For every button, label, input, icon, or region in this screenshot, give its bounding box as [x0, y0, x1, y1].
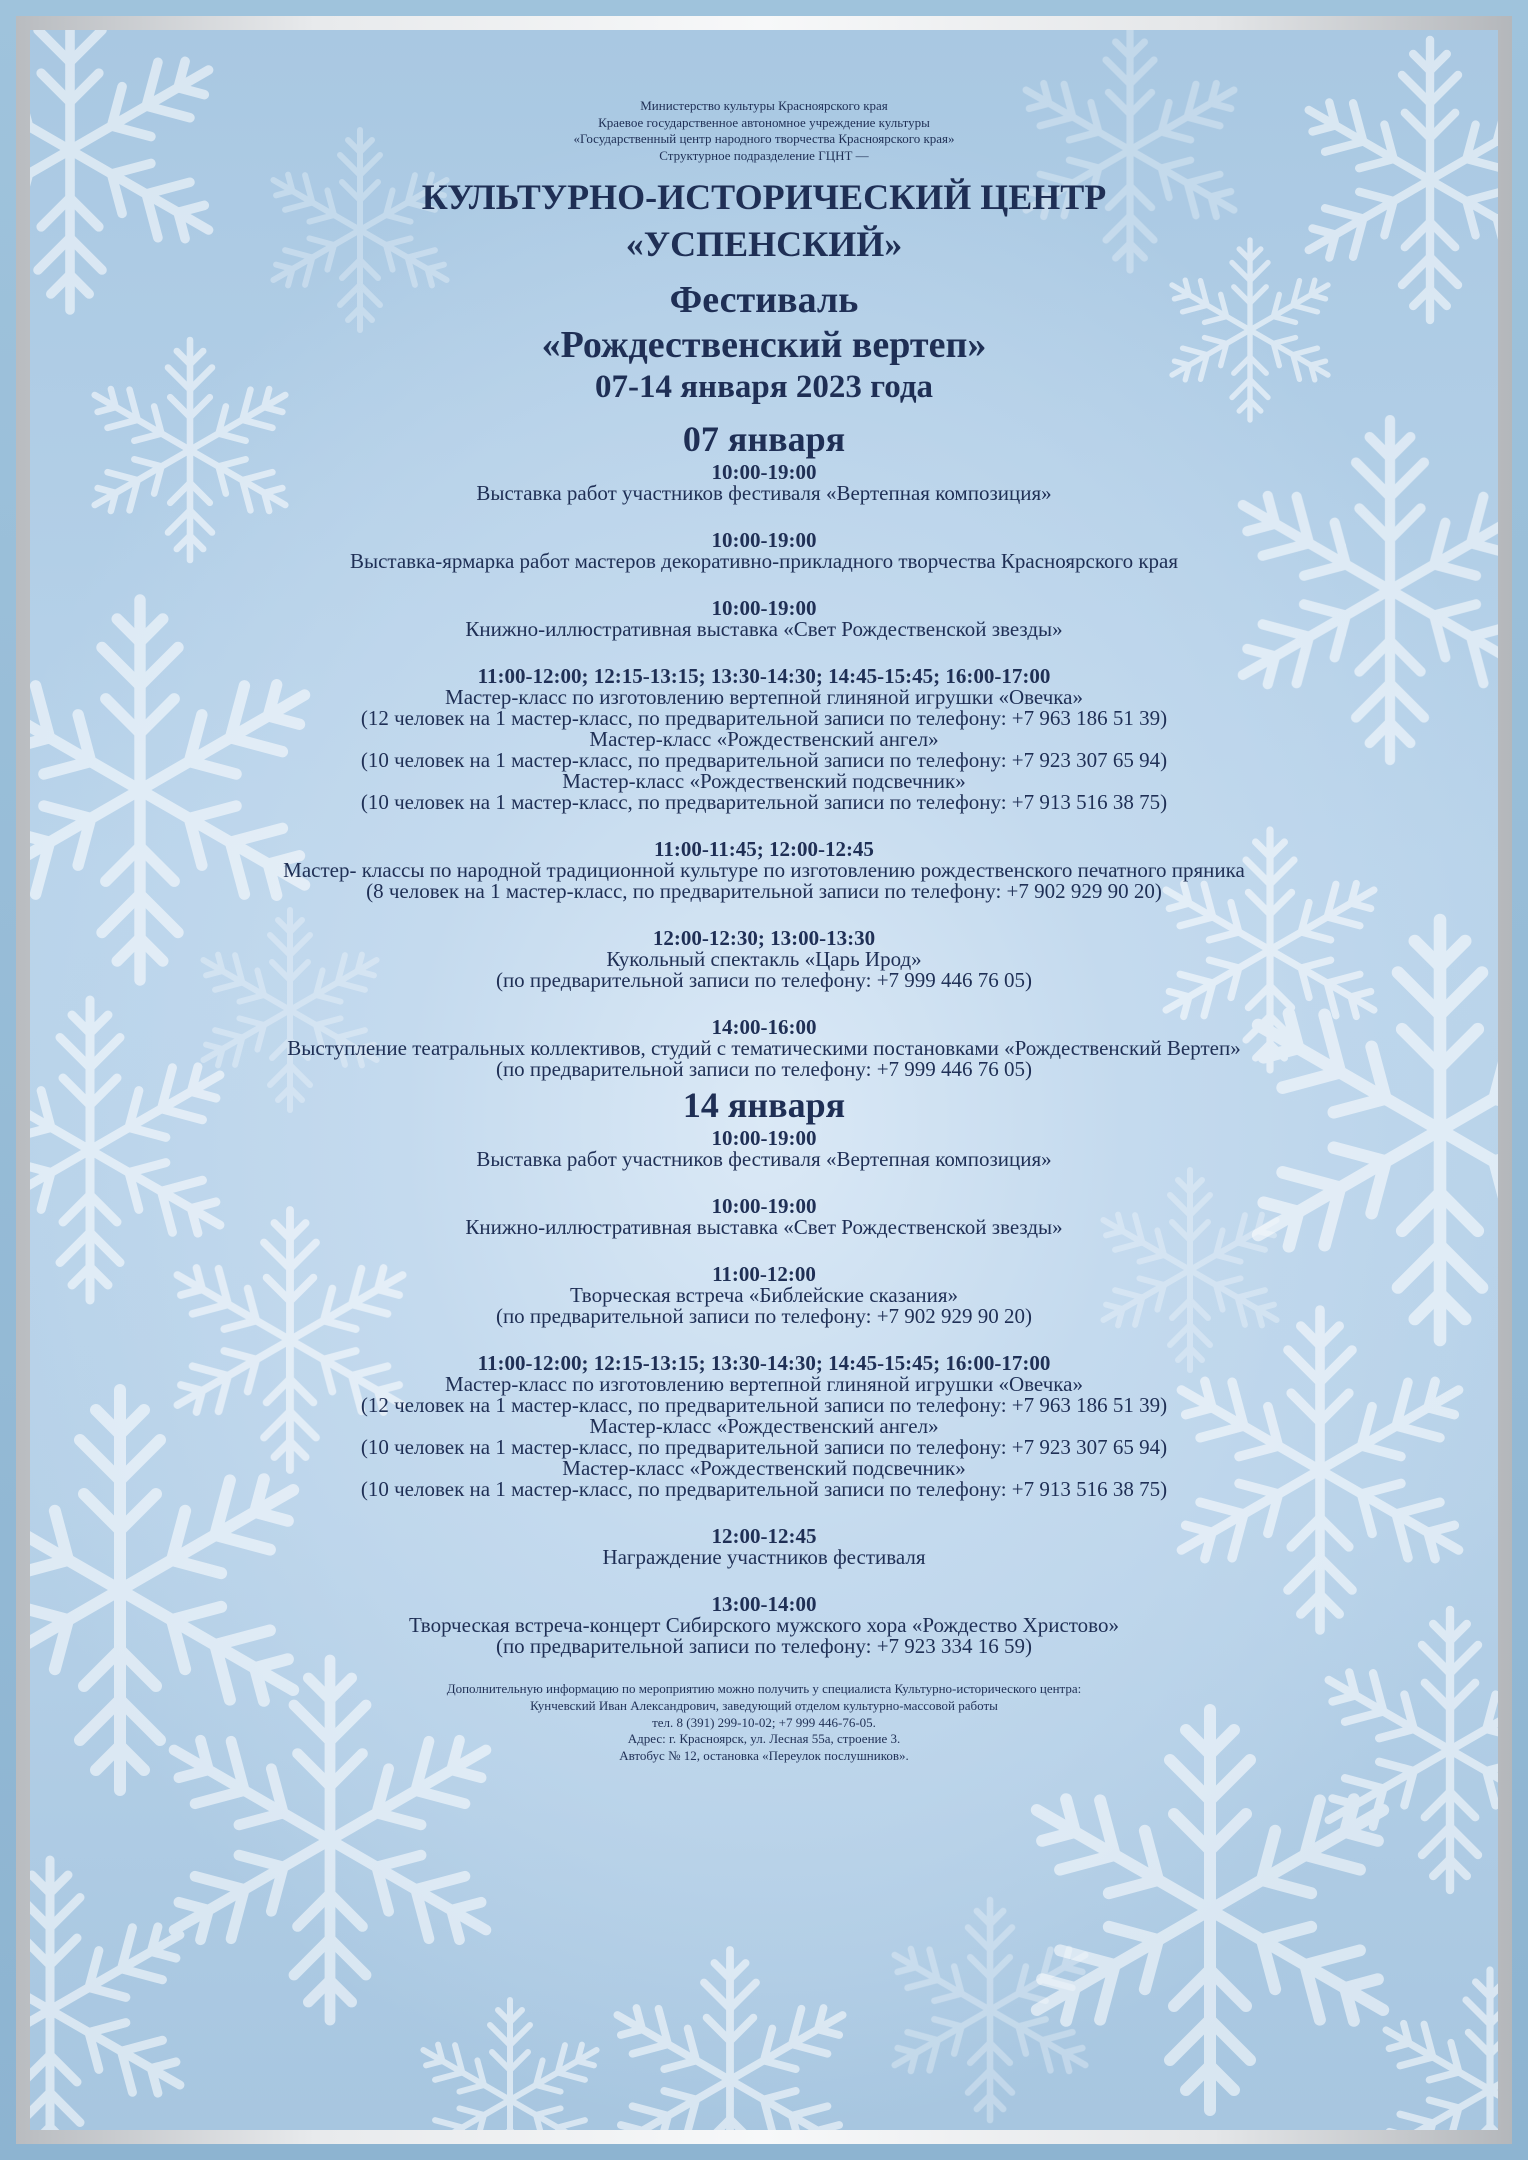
event-item	[30, 1196, 1498, 1238]
event-item	[30, 928, 1498, 991]
event-text: (10 человек на 1 мастер-класс, по предварительной записи по телефону: +7 923 307 65 94)	[360, 1435, 1168, 1459]
event-time: 11:00-12:00	[712, 1262, 816, 1286]
event-text: Книжно-иллюстративная выставка «Свет Рождественской звезды»	[465, 1215, 1063, 1239]
event-text: Книжно-иллюстративная выставка «Свет Рождественской звезды»	[465, 617, 1063, 641]
event-text: Награждение участников фестиваля	[602, 1545, 926, 1569]
footer-line: Кунчевский Иван Александрович, заведующий отделом культурно-массовой работы	[530, 1697, 998, 1713]
event-text: Выставка работ участников фестиваля «Вертепная композиция»	[476, 1147, 1052, 1171]
event-item	[30, 1017, 1498, 1080]
title-line: «УСПЕНСКИЙ»	[625, 224, 903, 264]
poster-background	[30, 30, 1498, 2130]
event-text: (по предварительной записи по телефону: +7 999 446 76 05)	[495, 1057, 1033, 1081]
center-title	[30, 174, 1498, 268]
event-text: (по предварительной записи по телефону: +7 923 334 16 59)	[495, 1634, 1033, 1658]
event-item	[30, 1353, 1498, 1500]
silver-frame	[16, 16, 1512, 2144]
event-time: 13:00-14:00	[711, 1592, 817, 1616]
event-item	[30, 839, 1498, 902]
contact-footer	[30, 1681, 1498, 1765]
event-time: 10:00-19:00	[711, 528, 817, 552]
event-text: Творческая встреча-концерт Сибирского мужского хора «Рождество Христово»	[409, 1613, 1119, 1637]
header-line: Краевое государственное автономное учреждение культуры	[598, 114, 930, 130]
festival-line: Фестиваль	[669, 279, 859, 321]
footer-line: Дополнительную информацию по мероприятию можно получить у специалиста Культурно-исторического центра:	[446, 1681, 1082, 1696]
event-time: 12:00-12:45	[711, 1524, 817, 1548]
event-text: Творческая встреча «Библейские сказания»	[570, 1283, 958, 1307]
title-line: КУЛЬТУРНО-ИСТОРИЧЕСКИЙ ЦЕНТР	[421, 177, 1107, 217]
day-section	[30, 416, 1498, 1080]
event-text: Выставка работ участников фестиваля «Вертепная композиция»	[476, 481, 1052, 505]
event-text: (10 человек на 1 мастер-класс, по предварительной записи по телефону: +7 913 516 38 75)	[360, 790, 1168, 814]
event-item	[30, 1128, 1498, 1170]
event-item	[30, 666, 1498, 813]
event-text: Мастер-класс по изготовлению вертепной глиняной игрушки «Овечка»	[445, 1372, 1083, 1396]
festival-title	[30, 278, 1498, 406]
event-time: 10:00-19:00	[711, 1126, 817, 1150]
event-text: (10 человек на 1 мастер-класс, по предварительной записи по телефону: +7 923 307 65 94)	[360, 748, 1168, 772]
event-item	[30, 598, 1498, 640]
event-text: Мастер-класс «Рождественский подсвечник»	[562, 1456, 966, 1480]
footer-line: Автобус № 12, остановка «Переулок послушников».	[619, 1748, 909, 1764]
event-time: 14:00-16:00	[711, 1015, 817, 1039]
footer-line: Адрес: г. Красноярск, ул. Лесная 55а, строение 3.	[627, 1731, 901, 1747]
festival-line: «Рождественский вертеп»	[541, 324, 987, 366]
poster-content	[30, 30, 1498, 2130]
event-item	[30, 462, 1498, 504]
event-text: Кукольный спектакль «Царь Ирод»	[606, 947, 922, 971]
event-time: 10:00-19:00	[711, 460, 817, 484]
event-text: Мастер-класс «Рождественский ангел»	[589, 1414, 939, 1438]
event-text: Выставка-ярмарка работ мастеров декоративно-прикладного творчества Красноярского края	[349, 549, 1179, 573]
event-text: (по предварительной записи по телефону: +7 999 446 76 05)	[495, 968, 1033, 992]
day-section	[30, 1082, 1498, 1657]
day-heading: 14 января	[682, 1085, 846, 1125]
event-text: (по предварительной записи по телефону: +7 902 929 90 20)	[495, 1304, 1033, 1328]
event-text: Выступление театральных коллективов, студий с тематическими постановками «Рождественский Вертеп»	[287, 1036, 1241, 1060]
event-item	[30, 530, 1498, 572]
event-time: 11:00-11:45; 12:00-12:45	[654, 837, 874, 861]
event-text: Мастер-класс «Рождественский подсвечник»	[562, 769, 966, 793]
organization-header	[30, 98, 1498, 164]
event-time: 10:00-19:00	[711, 596, 817, 620]
event-text: Мастер- классы по народной традиционной культуре по изготовлению рождественского печатного пряника	[283, 858, 1245, 882]
footer-line: тел. 8 (391) 299-10-02; +7 999 446-76-05.	[652, 1714, 876, 1730]
event-text: (8 человек на 1 мастер-класс, по предварительной записи по телефону: +7 902 929 90 20)	[366, 879, 1162, 903]
day-heading: 07 января	[682, 419, 846, 459]
event-item	[30, 1264, 1498, 1327]
event-time: 10:00-19:00	[711, 1194, 817, 1218]
event-item	[30, 1526, 1498, 1568]
event-text: (12 человек на 1 мастер-класс, по предварительной записи по телефону: +7 963 186 51 39)	[360, 1393, 1168, 1417]
event-time: 12:00-12:30; 13:00-13:30	[652, 926, 876, 950]
event-time: 11:00-12:00; 12:15-13:15; 13:30-14:30; 14:45-15:45; 16:00-17:00	[477, 1351, 1051, 1375]
event-text: (12 человек на 1 мастер-класс, по предварительной записи по телефону: +7 963 186 51 39)	[360, 706, 1168, 730]
event-item	[30, 1594, 1498, 1657]
event-text: Мастер-класс по изготовлению вертепной глиняной игрушки «Овечка»	[445, 685, 1083, 709]
header-line: «Государственный центр народного творчества Красноярского края»	[573, 131, 955, 146]
event-text: Мастер-класс «Рождественский ангел»	[589, 727, 939, 751]
header-line: Структурное подразделение ГЦНТ —	[659, 147, 869, 163]
header-line: Министерство культуры Красноярского края	[640, 98, 888, 113]
event-time: 11:00-12:00; 12:15-13:15; 13:30-14:30; 14:45-15:45; 16:00-17:00	[477, 664, 1051, 688]
event-text: (10 человек на 1 мастер-класс, по предварительной записи по телефону: +7 913 516 38 75)	[360, 1477, 1168, 1501]
festival-dates: 07-14 января 2023 года	[594, 369, 934, 405]
